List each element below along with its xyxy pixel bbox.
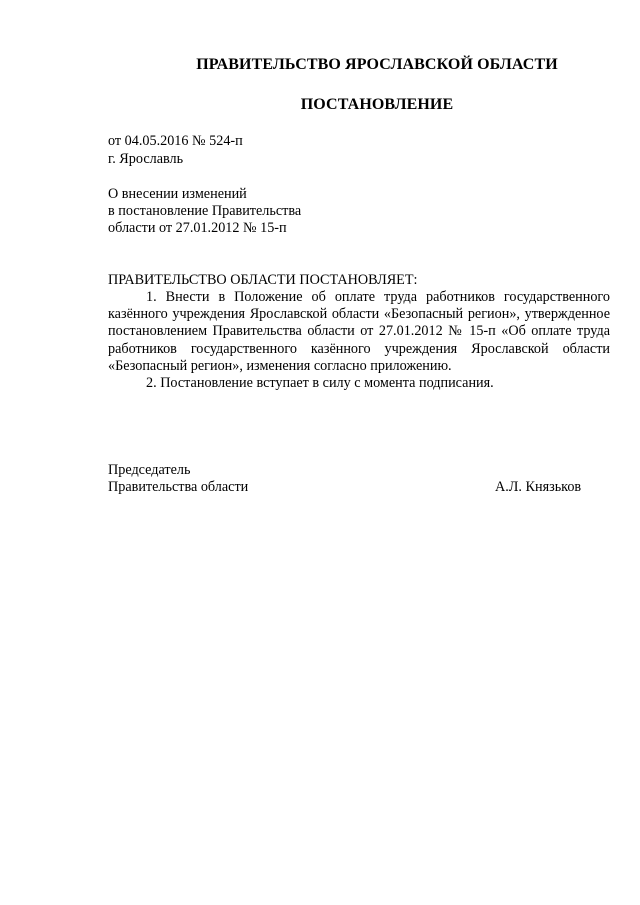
signatory-title xyxy=(108,462,248,496)
subject-block xyxy=(108,186,301,237)
subject-line-1: О внесении изменений xyxy=(108,186,247,202)
government-heading: ПРАВИТЕЛЬСТВО ЯРОСЛАВСКОЙ ОБЛАСТИ xyxy=(196,56,558,73)
city: г. Ярославль xyxy=(108,151,184,167)
paragraph-2: 2. Постановление вступает в силу с момента подписания. xyxy=(146,375,494,392)
resolution-body xyxy=(108,289,610,392)
subject-line-3: области от 27.01.2012 № 15-п xyxy=(108,220,287,236)
date-number: от 04.05.2016 № 524-п xyxy=(108,133,243,149)
signatory-title-line-2: Правительства области xyxy=(108,479,249,495)
subject-line-2: в постановление Правительства xyxy=(108,203,302,219)
paragraph-1: 1. Внести в Положение об оплате труда работников государственного казённого учреждения Ярославской области «Безопасный регион», утвержденное постановлением Правительства области от 27.01.2012 № 15-п «Об оплате труда работников государственного казённого учреждения Ярославской области «Безопасный регион», изменения согласно приложению. xyxy=(108,289,610,374)
preamble: ПРАВИТЕЛЬСТВО ОБЛАСТИ ПОСТАНОВЛЯЕТ: xyxy=(108,272,418,288)
signatory-name: А.Л. Князьков xyxy=(495,479,582,495)
document-type-heading: ПОСТАНОВЛЕНИЕ xyxy=(300,96,454,113)
signatory-title-line-1: Председатель xyxy=(108,462,191,478)
